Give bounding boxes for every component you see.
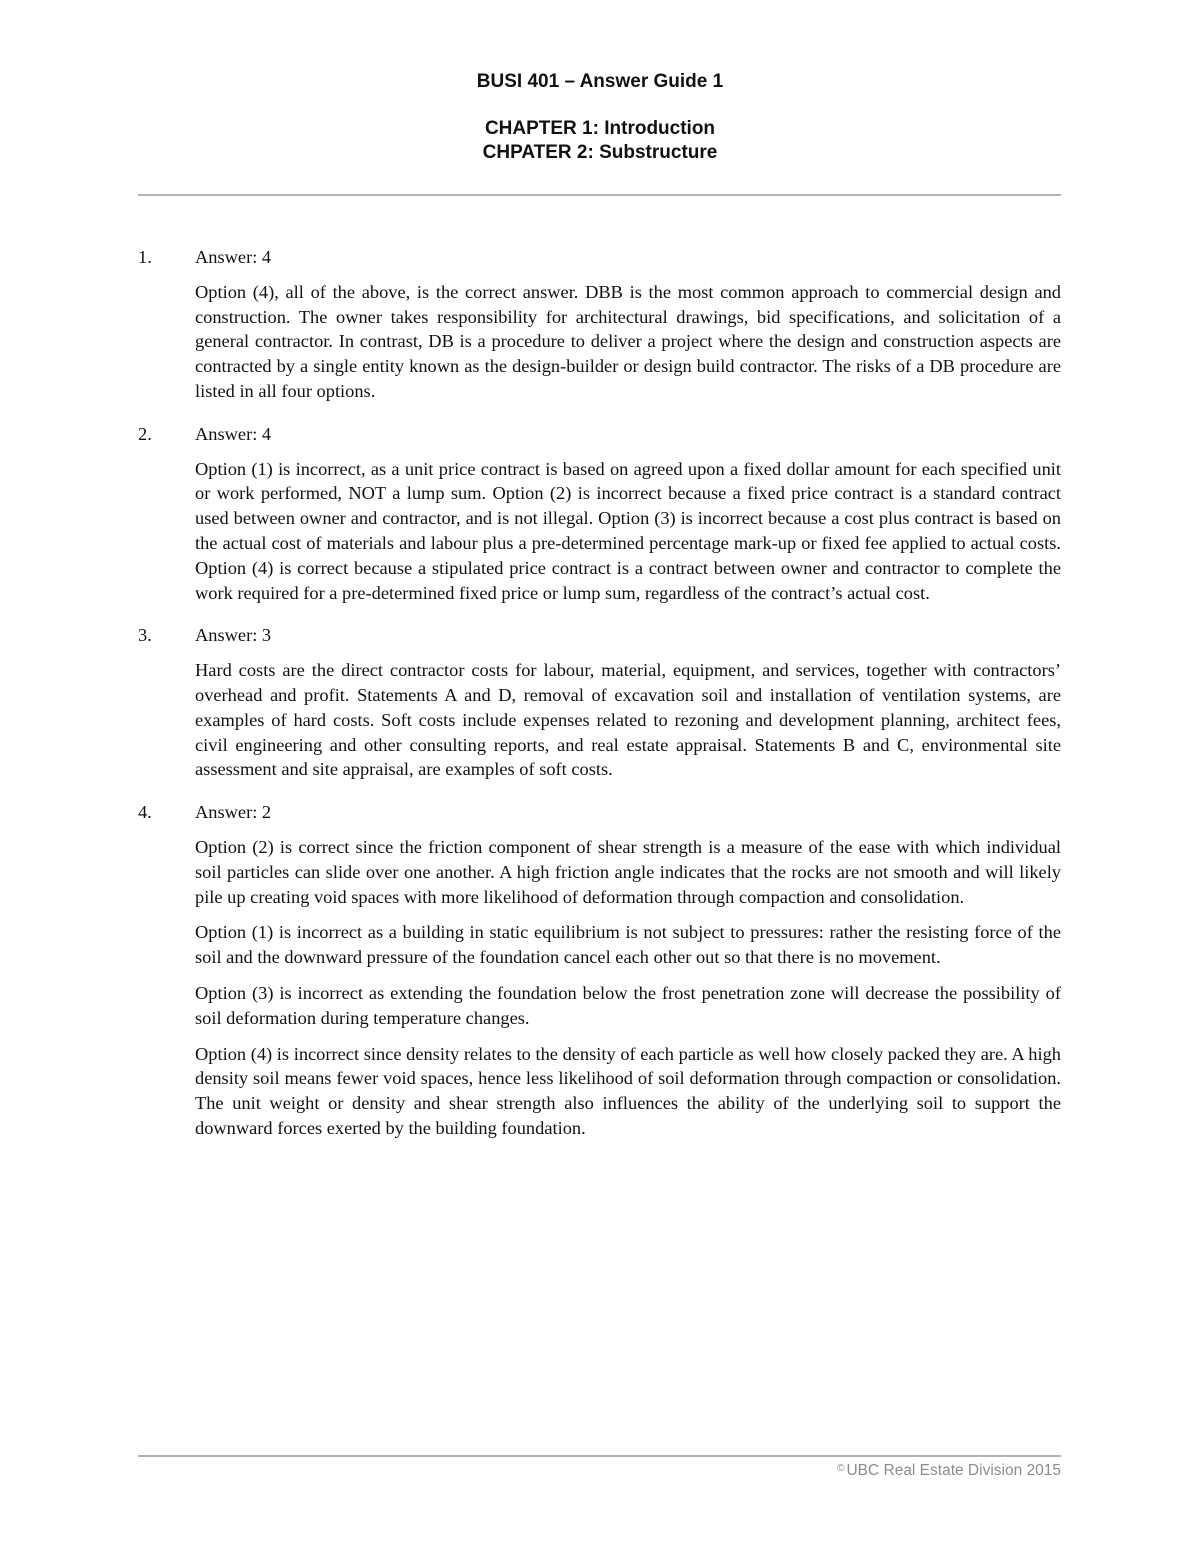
header-divider bbox=[138, 194, 1061, 196]
answer-list bbox=[138, 245, 1061, 1159]
document-header bbox=[0, 70, 1200, 165]
answer-explanation: Option (2) is correct since the friction component of shear strength is a measure of the ease with which individual soil particles can slide over one another. A high friction angle indicates that the rocks are not smooth and will likely pile up creating void spaces with more likelihood of deformation through compaction and consolidation. bbox=[195, 836, 1061, 907]
answer-explanation: Option (1) is incorrect as a building in static equilibrium is not subject to pressures: rather the resisting force of the soil and the downward pressure of the foundation cancel each other out so that there is no movement. bbox=[195, 922, 1061, 968]
copyright-text: UBC Real Estate Division 2015 bbox=[846, 1462, 1061, 1479]
answer-item-4 bbox=[138, 800, 1061, 1141]
answer-number: 1. bbox=[138, 247, 152, 267]
answer-heading bbox=[138, 422, 1061, 447]
answer-item-2 bbox=[138, 422, 1061, 606]
answer-explanation: Option (4), all of the above, is the correct answer. DBB is the most common approach to commercial design and construction. The owner takes responsibility for architectural drawings, bid specifications, and solicitation of a general contractor. In contrast, DB is a procedure to deliver a project where the design and construction aspects are contracted by a single entity known as the design-builder or design build contractor. The risks of a DB procedure are listed in all four options. bbox=[195, 281, 1061, 401]
footer-divider bbox=[138, 1455, 1061, 1457]
answer-number: 3. bbox=[138, 625, 152, 646]
chapter-heading-2: CHPATER 2: Substructure bbox=[482, 142, 718, 163]
chapter-heading-1: CHAPTER 1: Introduction bbox=[484, 118, 716, 139]
answer-number: 4. bbox=[138, 802, 152, 823]
answer-label: Answer: 3 bbox=[195, 625, 272, 646]
answer-label: Answer: 2 bbox=[195, 802, 272, 823]
answer-heading bbox=[138, 800, 1061, 825]
answer-explanation: Option (3) is incorrect as extending the foundation below the frost penetration zone will decrease the possibility of soil deformation during temperature changes. bbox=[195, 982, 1061, 1028]
answer-heading bbox=[138, 245, 1061, 270]
answer-heading bbox=[138, 623, 1061, 648]
copyright-footer bbox=[837, 1462, 1061, 1480]
answer-label: Answer: 4 bbox=[195, 423, 272, 444]
answer-explanation: Option (1) is incorrect, as a unit price contract is based on agreed upon a fixed dollar amount for each specified unit or work performed, NOT a lump sum. Option (2) is incorrect because a fixed price contract is a standard contract used between owner and contractor, and is not illegal. Option (3) is incorrect because a cost plus contract is based on the actual cost of materials and labour plus a pre-determined percentage mark-up or fixed fee applied to actual costs. Option (4) is correct because a stipulated price contract is a contract between owner and contractor to complete the work required for a pre-determined fixed price or lump sum, regardless of the contract’s actual cost. bbox=[195, 458, 1061, 603]
answer-item-3 bbox=[138, 623, 1061, 782]
answer-label: Answer: 4 bbox=[195, 247, 272, 267]
answer-number: 2. bbox=[138, 423, 152, 444]
answer-explanation: Hard costs are the direct contractor costs for labour, material, equipment, and services, together with contractors’ overhead and profit. Statements A and D, removal of excavation soil and installation of ventilation systems, are examples of hard costs. Soft costs include expenses related to rezoning and development planning, architect fees, civil engineering and other consulting reports, and real estate appraisal. Statements B and C, environmental site assessment and site appraisal, are examples of soft costs. bbox=[195, 660, 1061, 780]
document-title: BUSI 401 – Answer Guide 1 bbox=[476, 71, 724, 92]
answer-explanation: Option (4) is incorrect since density relates to the density of each particle as well how closely packed they are. A high density soil means fewer void spaces, hence less likelihood of soil deformation through compaction or consolidation. The unit weight or density and shear strength also influences the ability of the underlying soil to support the downward forces exerted by the building foundation. bbox=[195, 1043, 1061, 1138]
answer-item-1 bbox=[138, 245, 1061, 404]
copyright-icon: © bbox=[837, 1463, 845, 1474]
